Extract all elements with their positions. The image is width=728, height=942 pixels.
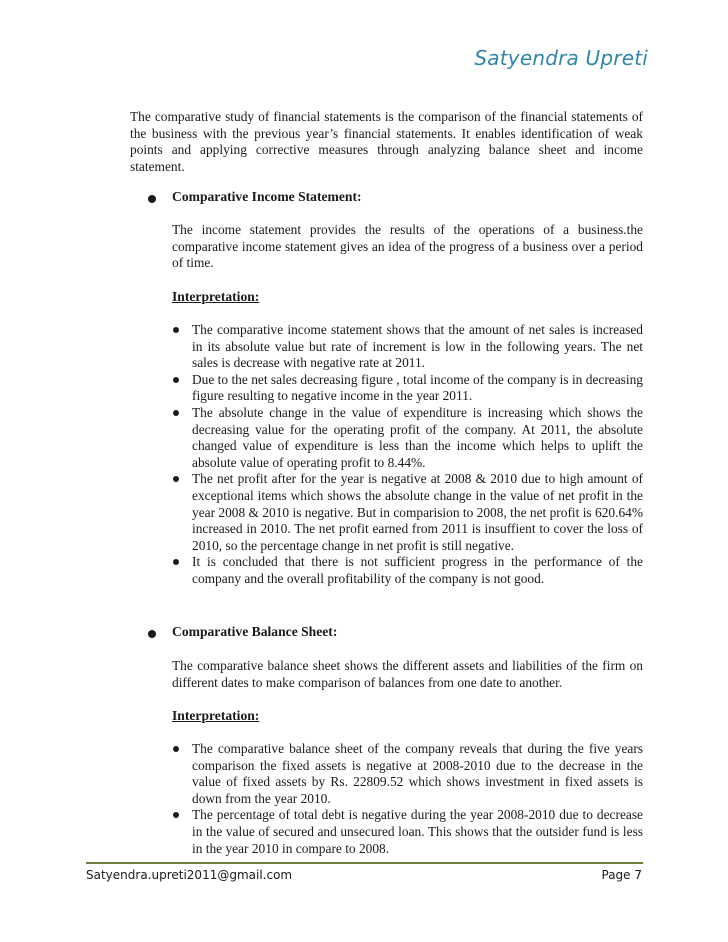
income-interpretation-heading: Interpretation: [172, 289, 260, 304]
bullet-icon [173, 476, 179, 482]
list-item [172, 471, 643, 554]
section-bullet-icon [148, 630, 156, 638]
page-number: Page 7 [601, 868, 642, 882]
list-item-text: The comparative income statement shows that the amount of net sales is increased in its absolute value but rate of increment is low in the following years. The net sales is decrease with negative rate at 2011. [192, 322, 643, 371]
footer-email: Satyendra.upreti2011@gmail.com [86, 868, 293, 882]
list-item [172, 741, 643, 807]
header-author: Satyendra Upreti [474, 46, 648, 70]
list-item [172, 807, 643, 857]
income-interpretation-list [172, 322, 643, 588]
list-item-text: It is concluded that there is not sufficient progress in the performance of the company and the overall profitability of the company is not good. [192, 554, 643, 586]
section-bullet-icon [148, 195, 156, 203]
list-item-text: The comparative balance sheet of the company reveals that during the five years comparison the fixed assets is negative at 2008-2010 due to the decrease in the value of fixed assets by Rs. 22809.52 which shows investment in fixed assets is down from the year 2010. [192, 741, 643, 806]
balance-interpretation-heading: Interpretation: [172, 708, 260, 723]
section-heading-income-statement: Comparative Income Statement: [172, 189, 362, 204]
list-item-text: The absolute change in the value of expenditure is increasing which shows the decreasing value for the operating profit of the company. At 2011, the absolute changed value of expenditure is less than the income which helps to uplift the absolute value of operating profit to 8.44%. [192, 404, 643, 470]
bullet-icon [173, 327, 179, 333]
list-item [172, 372, 643, 405]
balance-interpretation-list [172, 741, 643, 857]
bullet-icon [173, 746, 179, 752]
bullet-icon [173, 377, 179, 383]
list-item-text: The percentage of total debt is negative during the year 2008-2010 due to decrease in the value of secured and unsecured loan. This shows that the outsider fund is less in the year 2010 in compare to 2008. [192, 807, 643, 856]
list-item-text: The net profit after for the year is negative at 2008 & 2010 due to high amount of exceptional items which shows the absolute change in the value of net profit in the year 2008 & 2010 is negative. But in comparision to 2008, the net profit is 620.64% increased in 2010. The net profit earned from 2011 is insuffient to cover the loss of 2010, so the percentage change in net profit is still negative. [192, 471, 643, 553]
list-item [172, 322, 643, 372]
footer-divider [86, 862, 643, 864]
list-item-text: Due to the net sales decreasing figure , total income of the company is in decreasing figure resulting to negative income in the year 2011. [192, 371, 643, 404]
section-heading-balance-sheet: Comparative Balance Sheet: [172, 624, 338, 639]
bullet-icon [173, 410, 179, 416]
intro-paragraph: The comparative study of financial statements is the comparison of the financial statements of the business with the previous year’s financial statements. It enables identification of weak points and applying corrective measures through analyzing balance sheet and income statement. [130, 109, 643, 174]
list-item [172, 405, 643, 471]
balance-sheet-description: The comparative balance sheet shows the different assets and liabilities of the firm on different dates to make comparison of balances from one date to another. [172, 658, 643, 690]
income-statement-description: The income statement provides the results of the operations of a business.the comparative income statement gives an idea of the progress of a business over a period of time. [172, 222, 643, 271]
bullet-icon [173, 812, 179, 818]
bullet-icon [173, 559, 179, 565]
list-item [172, 554, 643, 587]
